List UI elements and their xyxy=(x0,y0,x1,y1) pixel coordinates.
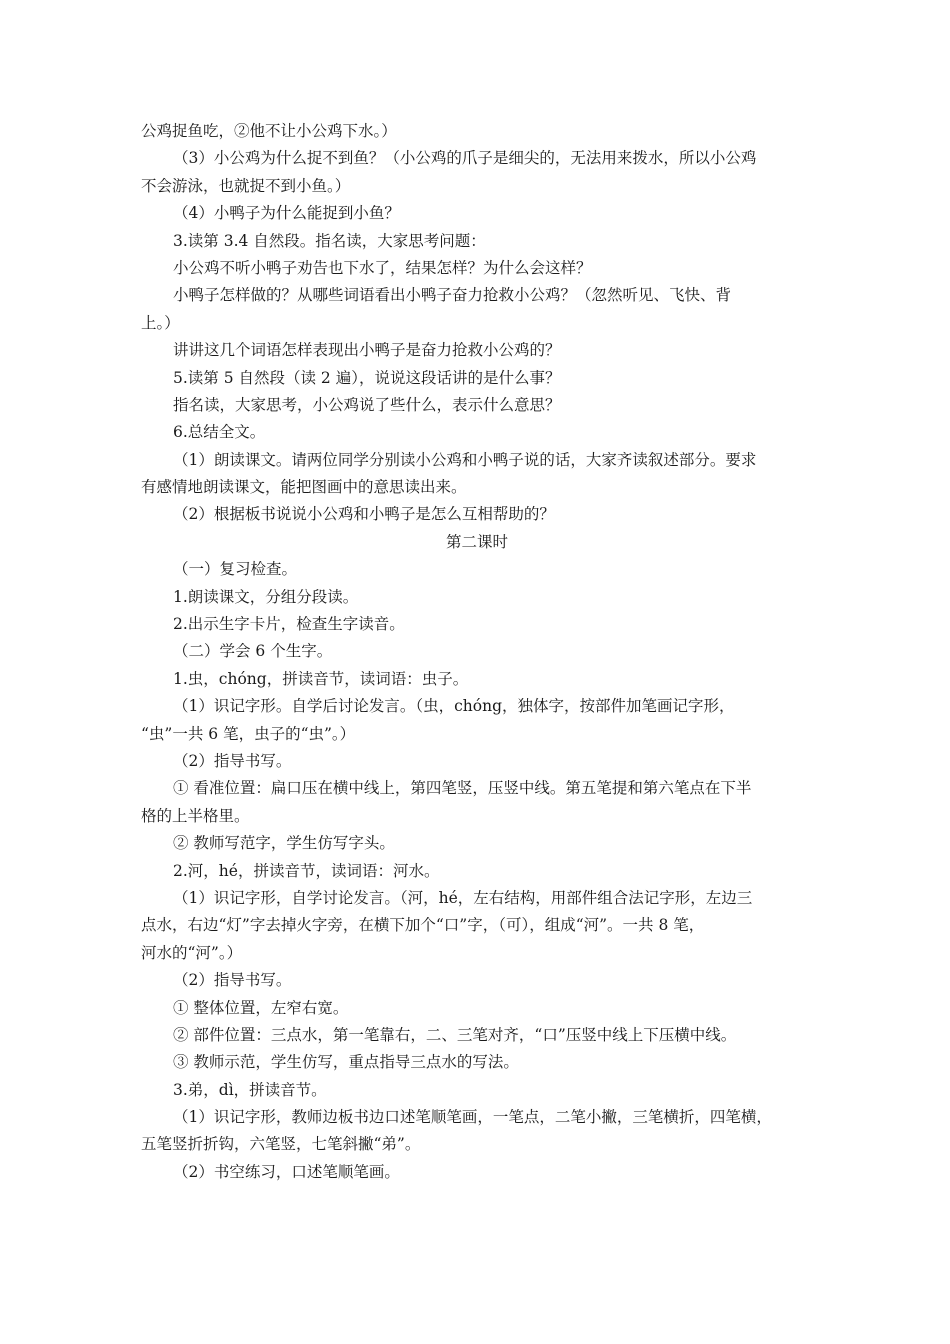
text-line: 3.弟，dì，拼读音节。 xyxy=(173,1080,327,1099)
text-line: “虫”一共 6 笔，虫子的“虫”。） xyxy=(141,724,356,743)
text-line: 讲讲这几个词语怎样表现出小鸭子是奋力抢救小公鸡的？ xyxy=(173,341,561,360)
text-line: 1.朗读课文，分组分段读。 xyxy=(173,587,359,606)
text-line: 5.读第 5 自然段（读 2 遍），说说这段话讲的是什么事？ xyxy=(173,368,561,387)
text-line: 1.虫，chóng，拼读音节，读词语：虫子。 xyxy=(173,669,469,688)
text-line: （1）识记字形，教师边板书边口述笔顺笔画，一笔点，二笔小撇，三笔横折，四笔横， xyxy=(173,1108,772,1127)
text-line: （2）指导书写。 xyxy=(173,751,292,770)
text-line: 3.读第 3.4 自然段。指名读，大家思考问题： xyxy=(173,231,486,250)
text-line: （4）小鸭子为什么能捉到小鱼？ xyxy=(173,204,400,223)
text-line: 格的上半格里。 xyxy=(141,806,250,825)
text-line: 小公鸡不听小鸭子劝告也下水了，结果怎样？为什么会这样？ xyxy=(173,258,592,277)
text-line: 河水的“河”。） xyxy=(141,943,243,962)
text-line: ② 教师写范字，学生仿写字头。 xyxy=(173,834,395,853)
text-line: （2）根据板书说说小公鸡和小鸭子是怎么互相帮助的？ xyxy=(173,505,555,524)
text-line: 不会游泳，也就捉不到小鱼。） xyxy=(141,176,351,195)
text-line: 五笔竖折折钩，六笔竖，七笔斜撇“弟”。 xyxy=(141,1135,421,1154)
text-line: 上。） xyxy=(141,313,180,332)
text-line: 小鸭子怎样做的？从哪些词语看出小鸭子奋力抢救小公鸡？（忽然听见、飞快、背 xyxy=(173,286,732,305)
text-line: ③ 教师示范，学生仿写，重点指导三点水的写法。 xyxy=(173,1053,519,1072)
text-line: （1）识记字形，自学讨论发言。（河，hé，左右结构，用部件组合法记字形，左边三 xyxy=(173,888,753,907)
text-line: （1）识记字形。自学后讨论发言。（虫，chóng，独体字，按部件加笔画记字形， xyxy=(173,697,735,716)
text-line: （二）学会 6 个生字。 xyxy=(173,642,333,661)
text-line: （3）小公鸡为什么捉不到鱼？（小公鸡的爪子是细尖的，无法用来拨水，所以小公鸡 xyxy=(173,149,757,168)
text-line: ① 看准位置：扁口压在横中线上，第四笔竖，压竖中线。第五笔提和第六笔点在下半 xyxy=(173,779,752,798)
text-line: （1）朗读课文。请两位同学分别读小公鸡和小鸭子说的话，大家齐读叙述部分。要求 xyxy=(173,450,757,469)
text-line: 有感情地朗读课文，能把图画中的意思读出来。 xyxy=(141,478,467,497)
text-line: （2）书空练习，口述笔顺笔画。 xyxy=(173,1162,400,1181)
text-line: 2.出示生字卡片，检查生字读音。 xyxy=(173,615,405,634)
text-line: 公鸡捉鱼吃，②他不让小公鸡下水。） xyxy=(141,122,397,140)
text-line: 点水，右边“灯”字去掉火字旁，在横下加个“口”字，（可），组成“河”。一共 8 笔， xyxy=(141,916,705,935)
document-page xyxy=(141,118,813,1186)
text-line: 6.总结全文。 xyxy=(173,423,266,442)
text-line: （2）指导书写。 xyxy=(173,971,292,990)
text-line: ① 整体位置，左窄右宽。 xyxy=(173,998,349,1017)
text-line: 2.河，hé，拼读音节，读词语：河水。 xyxy=(173,861,440,880)
text-line: ② 部件位置：三点水，第一笔靠右，二、三笔对齐，“口”压竖中线上下压横中线。 xyxy=(173,1025,737,1044)
text-line: （一）复习检查。 xyxy=(173,560,298,579)
text-line: 指名读，大家思考，小公鸡说了些什么，表示什么意思？ xyxy=(173,395,561,414)
section-heading: 第二课时 xyxy=(445,532,508,551)
